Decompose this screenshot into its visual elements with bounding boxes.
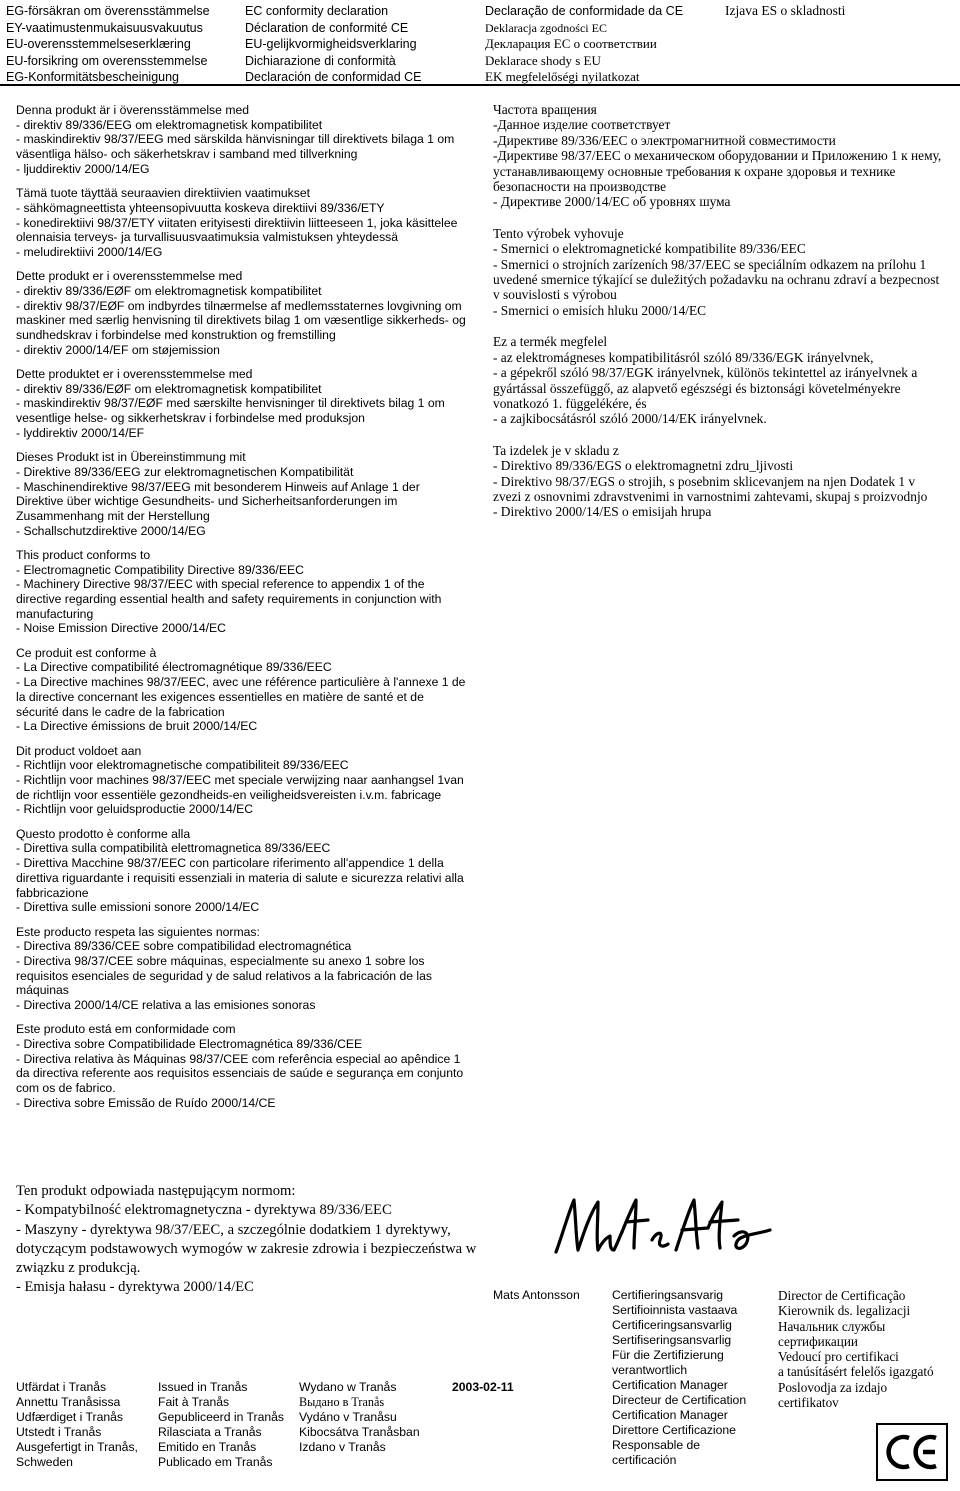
directive-item: - Smernici o strojních zarízeních 98/37/EEC se speciálním odkazem na prílohu 1 uvedené smernice týkající se duležitých požadavku na ochranu zdraví a bezpecnost v souvislosti s výrobou [493, 256, 940, 303]
directive-item: - Direttiva sulle emissioni sonore 2000/14/EC [16, 900, 260, 915]
declaration-block [493, 334, 945, 426]
directive-item: - a zajkibocsátásról szóló 2000/14/EK irányelvnek. [493, 411, 767, 427]
header-line: Dichiarazione di conformità [245, 53, 396, 68]
directive-item: - Machinery Directive 98/37/EEC with special reference to appendix 1 of the directive regarding essential health and safety requirements in conjunction with manufacturing [16, 577, 442, 621]
header-col-1 [6, 3, 210, 86]
directive-item: - a gépekről szóló 98/37/EGK irányelvnek, különös tekintettel az irányelvnek a gyártással összefüggő, az alapvető egészségi és biztonsági követelményekre vonatkozó 1. függelékére, és [493, 365, 918, 411]
declaration-intro: Dit product voldoet aan [16, 743, 142, 758]
signatory-name: Mats Antonsson [493, 1288, 580, 1302]
issued-place: Izdano v Tranås [299, 1440, 386, 1454]
header-line: Déclaration de conformité CE [245, 20, 409, 35]
declaration-block [16, 548, 468, 636]
signatory-title: Kierownik ds. legalizacji [778, 1303, 911, 1319]
declaration-intro: Tento výrobek vyhovuje [493, 225, 624, 241]
header-line: EU-overensstemmelseserklæring [6, 37, 191, 51]
directive-item: - Maszyny - dyrektywa 98/37/EEC, a szczególnie dodatkiem 1 dyrektywy, dotyczącym podstawowych wymogów w zakresie zdrowia i bezpieczeństwa w związku z produkcją. [16, 1221, 477, 1277]
declaration-block [16, 1022, 468, 1110]
directive-item: - Directiva 98/37/CEE sobre máquinas, especialmente su anexo 1 sobre los requisitos esenciales de seguridad y de salud relativos a la fabricación de las máquinas [16, 953, 432, 998]
header-col-2 [245, 3, 421, 86]
directive-item: - konedirektiivi 98/37/ETY viitaten erityisesti direktiivin liitteeseen 1, joka käsittelee olennaisia terveys- ja turvallisuusvaatimuksia valmistuksen yhteydessä [16, 215, 458, 245]
declaration-intro: Ce produit est conforme à [16, 645, 157, 660]
directive-item: - maskindirektiv 98/37/EEG med särskilda hänvisningar till direktivets bilaga 1 om väsentliga hälso- och säkerhetskrav i samband med tillverkning [16, 132, 455, 162]
directive-item: - az elektromágneses kompatibilitásról szóló 89/336/EGK irányelvnek, [493, 349, 874, 365]
declaration-intro: Ez a termék megfelel [493, 334, 608, 350]
header-col-4 [725, 3, 845, 20]
directive-item: - La Directive compatibilité électromagnétique 89/336/EEC [16, 660, 332, 675]
header-divider [0, 84, 960, 86]
polish-declaration [16, 1182, 486, 1298]
issued-col-3 [299, 1380, 420, 1455]
directive-item: - Richtlijn voor elektromagnetische compatibiliteit 89/336/EEC [16, 758, 349, 773]
declaration-block [16, 450, 468, 538]
header-line: EU-gelijkvormigheidsverklaring [245, 37, 417, 51]
directive-item: - Richtlijn voor geluidsproductie 2000/14/EC [16, 802, 254, 817]
issued-place: Udfærdiget i Tranås [16, 1410, 124, 1424]
header-line: Izjava ES o skladnosti [725, 3, 846, 18]
directive-item: - La Directive machines 98/37/EEC, avec une référence particulière à l'annexe 1 de la directive concernant les exigences essentielles en matière de santé et de sécurité dans le cadre de la fabrication [16, 675, 466, 719]
declaration-intro: Частота вращения [493, 102, 597, 117]
directive-item: - Директиве 2000/14/EC об уровнях шума [493, 194, 731, 210]
signatory-title: Vedoucí pro certifikaci [778, 1349, 899, 1365]
directive-item: - La Directive émissions de bruit 2000/14/EC [16, 719, 258, 734]
header-line: EY-vaatimustenmukaisuusvakuutus [6, 20, 203, 35]
header-line: Declaração de conformidade da CE [485, 4, 684, 18]
directive-item: - sähkömagneettista yhteensopivuutta koskeva direktiivi 89/336/ETY [16, 200, 385, 215]
directive-item: - meludirektiivi 2000/14/EG [16, 244, 163, 259]
directive-item: - Direktivo 2000/14/ES o emisijah hrupa [493, 504, 712, 520]
declaration-intro: Tämä tuote täyttää seuraavien direktiivien vaatimukset [16, 186, 310, 201]
left-declarations [16, 103, 468, 1120]
declaration-block [16, 367, 468, 441]
header-line: EU-forsikring om overensstemmelse [6, 53, 208, 68]
issued-place: Fait à Tranås [158, 1395, 230, 1409]
directive-item: - Kompatybilność elektromagnetyczna - dyrektywa 89/336/EEC [16, 1202, 392, 1219]
directive-item: - Directiva sobre Compatibilidade Electromagnética 89/336/CEE [16, 1037, 363, 1052]
directive-item: - Smernici o emisích hluku 2000/14/EC [493, 302, 707, 318]
signatory-title: Начальник службы сертификации [778, 1318, 886, 1349]
declaration-block [16, 646, 468, 734]
signatory-title: Director de Certificação [778, 1288, 906, 1303]
directive-item: - Directiva sobre Emissão de Ruído 2000/14/CE [16, 1095, 276, 1110]
directive-item: - Smernici o elektromagnetické kompatibilite 89/336/EEC [493, 241, 806, 257]
directive-item: - Directiva 89/336/CEE sobre compatibilidad electromagnética [16, 939, 352, 954]
issued-place: Utfärdat i Tranås [16, 1380, 107, 1394]
header-line: Deklaracja zgodności EC [485, 20, 607, 35]
issued-col-1 [16, 1380, 138, 1470]
directive-item: - lyddirektiv 2000/14/EF [16, 425, 145, 440]
signatory-title: Sertifiseringsansvarlig [612, 1333, 732, 1347]
directive-item: - direktiv 89/336/EØF om elektromagnetisk kompatibilitet [16, 381, 322, 396]
issued-place: Vydáno v Tranåsu [299, 1410, 397, 1424]
declaration-intro: Dette produktet er i overensstemmelse med [16, 367, 253, 382]
header-line: Deklarace shody s EU [485, 52, 601, 68]
signatory-titles-b [778, 1288, 948, 1410]
issued-place: Schweden [16, 1455, 73, 1469]
issued-place: Utstedt i Tranås [16, 1425, 102, 1439]
signatory-title: Certification Manager [612, 1408, 728, 1422]
declaration-intro: Dette produkt er i overensstemmelse med [16, 269, 243, 284]
directive-item: - Direktivo 89/336/EGS o elektromagnetni zdru_ljivosti [493, 458, 794, 474]
directive-item: -Данное изделие соответствует [493, 117, 671, 133]
declaration-block [16, 925, 468, 1013]
declaration-block [493, 443, 945, 520]
directive-item: - Direttiva Macchine 98/37/EEC con particolare riferimento all'appendice 1 della direttiva riguardante i requisiti essenziali in materia di salute e sicurezza relativi alla fabbricazione [16, 856, 464, 900]
issued-place: Ausgefertigt in Tranås, [16, 1440, 138, 1454]
issued-place: Выдано в Tranås [299, 1395, 385, 1409]
declaration-block [493, 102, 945, 210]
header-col-3 [485, 3, 683, 86]
directive-item: - Richtlijn voor machines 98/37/EEC met speciale verwijzing naar aanhangsel 1van de richtlijn voor essentiële gezondheids-en veiligheidsvereisten i.v.m. fabricage [16, 772, 464, 802]
header-line: EC conformity declaration [245, 4, 389, 18]
directive-item: - direktiv 89/336/EØF om elektromagnetisk kompatibilitet [16, 283, 322, 298]
declaration-block [493, 226, 945, 318]
directive-item: -Директиве 89/336/EEC о электромагнитной совместимости [493, 132, 836, 148]
directive-item: - Direktivo 98/37/EGS o strojih, s posebnim sklicevanjem na njen Dodatek 1 v zvezi z osnovnimi zdravstvenimi in varnostnimi zahtevami, skupaj s proizvodnjo [493, 473, 928, 504]
declaration-block [16, 103, 468, 177]
signatory-title: Für die Zertifizierung verantwortlich [612, 1348, 724, 1377]
signatory-title: Certification Manager [612, 1378, 728, 1392]
directive-item: - Direttiva sulla compatibilità elettromagnetica 89/336/EEC [16, 841, 331, 856]
declaration-intro: Dieses Produkt ist in Übereinstimmung mit [16, 450, 246, 465]
declaration-block [16, 827, 468, 915]
directive-item: - direktiv 98/37/EØF om indbyrdes tilnærmelse af medlemsstaternes lovgivning om maskiner med særlig henvisning til direktivets bilag 1 om væsentlige sikkerheds- og sundhedskrav i forbindelse med konstruktion og fremstilling [16, 298, 466, 343]
signatory-title: Sertifioinnista vastaava [612, 1303, 738, 1317]
directive-item: - Emisja hałasu - dyrektywa 2000/14/EC [16, 1279, 254, 1296]
declaration-intro: Denna produkt är i överensstämmelse med [16, 103, 250, 117]
directive-item: - direktiv 2000/14/EF om støjemission [16, 342, 220, 357]
issued-place: Rilasciata a Tranås [158, 1425, 262, 1439]
signatory-title: Directeur de Certification [612, 1393, 747, 1407]
directive-item: - Directiva relativa às Máquinas 98/37/CEE com referência especial ao apêndice 1 da directiva referente aos requisitos essenciais de saúde e segurança em conjunto com os de fabrico. [16, 1051, 464, 1096]
header-line: Декларация ЕС о соответствии [485, 36, 657, 51]
issued-place: Annettu Tranåsissa [16, 1395, 121, 1409]
directive-item: - ljuddirektiv 2000/14/EG [16, 161, 150, 176]
header-line: Declaración de conformidad CE [245, 70, 422, 84]
directive-item: - Noise Emission Directive 2000/14/EC [16, 621, 226, 636]
directive-item: -Директиве 98/37/EEC о механическом оборудовании и Приложению 1 к нему, устанавливающему основные требования к охране здоровья и технике безопасности на производстве [493, 148, 942, 195]
header-line: EG-Konformitätsbescheinigung [6, 70, 180, 84]
directive-item: - Directiva 2000/14/CE relativa a las emisiones sonoras [16, 998, 316, 1013]
directive-item: - Electromagnetic Compatibility Directive 89/336/EEC [16, 562, 304, 577]
signature-image [548, 1192, 778, 1264]
issue-date: 2003-02-11 [452, 1380, 514, 1394]
signatory-title: a tanúsításért felelős igazgató [778, 1364, 934, 1380]
declaration-intro: Ta izdelek je v skladu z [493, 442, 619, 458]
signatory-title: Poslovodja za izdajo certifikatov [778, 1379, 888, 1411]
signatory-title: Certifieringsansvarig [612, 1288, 724, 1302]
declaration-block [16, 186, 468, 260]
declaration-intro: Questo prodotto è conforme alla [16, 826, 191, 841]
header-line: EK megfelelőségi nyilatkozat [485, 69, 640, 84]
ce-mark-box [876, 1423, 948, 1481]
issued-place: Issued in Tranås [158, 1380, 248, 1394]
issued-place: Emitido en Tranås [158, 1440, 257, 1454]
declaration-block [16, 744, 468, 818]
signatory-title: Certificeringsansvarlig [612, 1318, 732, 1332]
issued-place: Kibocsátva Tranåsban [299, 1425, 420, 1439]
issued-place: Publicado em Tranås [158, 1455, 273, 1469]
directive-item: - direktiv 89/336/EEG om elektromagnetisk kompatibilitet [16, 117, 323, 132]
declaration-intro: Ten produkt odpowiada następującym normom: [16, 1183, 296, 1199]
directive-item: - maskindirektiv 98/37/EØF med særskilte henvisninger til direktivets bilag 1 om vesentlige helse- og sikkerhetskrav i forbindelse med produksjon [16, 396, 445, 426]
signatory-title: Direttore Certificazione [612, 1423, 736, 1437]
directive-item: - Schallschutzdirektive 2000/14/EG [16, 523, 206, 538]
issued-place: Wydano w Tranås [299, 1380, 397, 1394]
issued-place: Gepubliceerd in Tranås [158, 1410, 285, 1424]
directive-item: - Maschinendirektive 98/37/EEG mit besonderem Hinweis auf Anlage 1 der Direktive über wichtige Gesundheits- und Sicherheitsanforderungen im Zusammenhang mit der Herstellung [16, 479, 420, 523]
header-line: EG-försäkran om överensstämmelse [6, 4, 210, 18]
declaration-intro: Este produto está em conformidade com [16, 1022, 236, 1037]
declaration-block [16, 269, 468, 357]
ce-mark-icon [878, 1425, 946, 1479]
declaration-intro: This product conforms to [16, 547, 151, 562]
directive-item: - Direktive 89/336/EEG zur elektromagnetischen Kompatibilität [16, 464, 354, 479]
right-declarations [493, 102, 945, 536]
signatory-titles-a [612, 1288, 762, 1468]
signatory-title: Responsable de certificación [612, 1438, 701, 1467]
issued-col-2 [158, 1380, 284, 1470]
declaration-intro: Este producto respeta las siguientes normas: [16, 924, 260, 939]
